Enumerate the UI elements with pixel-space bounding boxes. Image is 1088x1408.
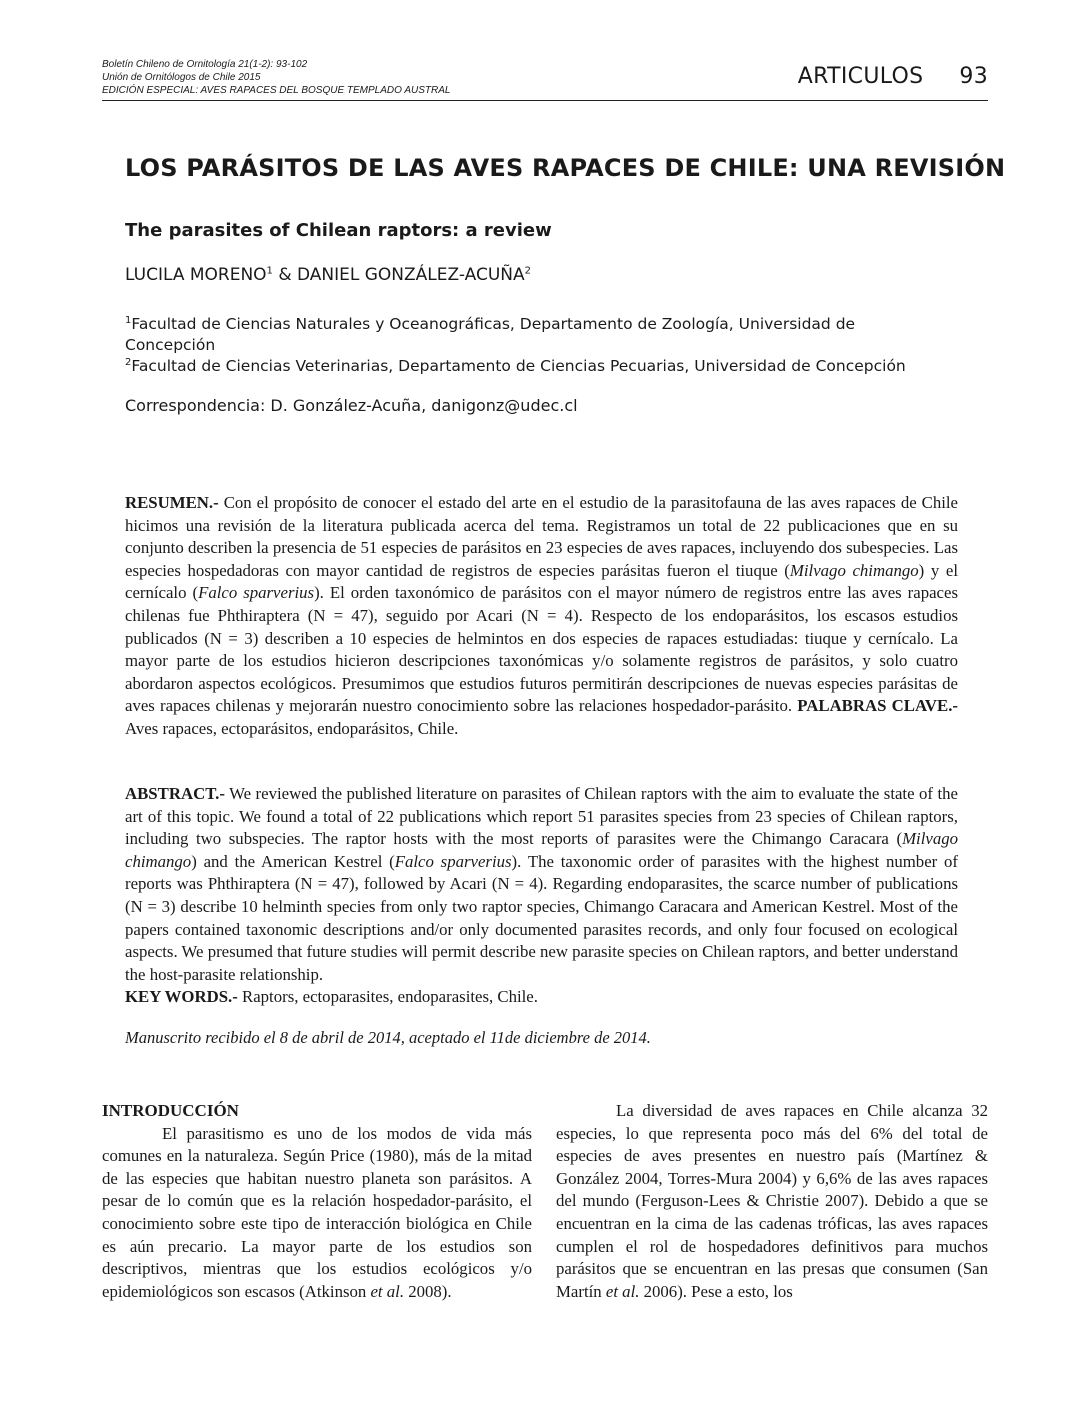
resumen-paragraph <box>125 492 958 741</box>
intro-paragraph-2 <box>556 1100 988 1303</box>
affiliation-1-text: Facultad de Ciencias Naturales y Oceanográficas, Departamento de Zoología, Universidad de Concepción <box>125 315 856 355</box>
intro-text-1: El parasitismo es uno de los modos de vida más comunes en la naturaleza. Según Price (1980), más de la mitad de las especies que habitan nuestro planeta son parásitos. A pesar de lo común que es la relación hospedador-parásito, el conocimiento sobre este tipo de interacción biológica en Chile es aún precario. La mayor parte de los estudios son descriptivos, mientras que los estudios ecológicos y/o epidemiológicos son escasos (Atkinson <box>102 1123 532 1301</box>
affiliation-2 <box>125 352 965 377</box>
authors <box>125 265 531 285</box>
abstract-text-1: We reviewed the published literature on parasites of Chilean raptors with the aim to evaluate the state of the art of this topic. We found a total of 22 publications which report 51 parasites species from 23 species of Chilean raptors, including two subspecies. The raptor hosts with the most reports of parasites were the Chimango Caracara ( <box>125 784 958 849</box>
intro-text-1-end: 2008). <box>404 1281 452 1301</box>
intro-etal-1: et al. <box>370 1281 405 1301</box>
running-head <box>798 64 988 89</box>
affiliation-1 <box>125 310 885 356</box>
intro-heading: INTRODUCCIÓN <box>102 1101 239 1120</box>
journal-special-edition: EDICIÓN ESPECIAL: AVES RAPACES DEL BOSQUE TEMPLADO AUSTRAL <box>102 85 451 96</box>
resumen-species-2: Falco sparverius <box>198 583 315 603</box>
correspondence: Correspondencia: D. González-Acuña, danigonz@udec.cl <box>125 396 578 415</box>
intro-etal-2: et al. <box>605 1281 640 1301</box>
abstract-species-1: Milvago chimango <box>125 829 958 871</box>
intro-column-left <box>102 1100 532 1303</box>
palabras-clave-label: PALABRAS CLAVE.- <box>797 696 958 716</box>
resumen-text-3: ). El orden taxonómico de parásitos con el mayor número de registros entre las aves rapaces chilenas fue Phthiraptera (N = 47), seguido por Acari (N = 4). Respecto de los endoparásitos, los escasos estudios publicados (N = 3) describen a 10 especies de helmintos en dos especies de rapaces estudiadas: tiuque y cernícalo. La mayor parte de los estudios hicieron descripciones taxonómicas y/o solamente registros de parásitos, y solo cuatro abordaron aspectos ecológicos. Presumimos que estudios futuros permitirán descripciones de nuevas especies parásitas de aves rapaces chilenas y mejorarán nuestro conocimiento sobre las relaciones hospedador-parásito. <box>125 583 958 716</box>
affiliation-1-mark: 1 <box>125 315 132 326</box>
header-rule <box>102 100 988 101</box>
abstract-text-3: ). The taxonomic order of parasites with the highest number of reports was Phthiraptera (N = 47), followed by Acari (N = 4). Regarding endoparasites, the scarce number of publications (N = 3) describe 10 helminth species from only two raptor species, Chimango Caracara and American Kestrel. Most of the papers contained taxonomic descriptions and/or only documented parasites records, and only four focused on ecological aspects. We presumed that future studies will permit describe new parasite species on Chilean raptors, and better understand the host-parasite relationship. <box>125 851 959 984</box>
resumen-species-1: Milvago chimango <box>789 560 919 580</box>
palabras-clave: Aves rapaces, ectoparásitos, endoparásitos, Chile. <box>125 718 459 738</box>
article-subtitle: The parasites of Chilean raptors: a review <box>125 220 552 241</box>
resumen-text-1: Con el propósito de conocer el estado del arte en el estudio de la parasitofauna de las aves rapaces de Chile hicimos una revisión de la literatura publicada acerca del tema. Registramos un total de 22 publicaciones que en su conjunto describen la presencia de 51 especies de parásitos en 23 especies de aves rapaces, incluyendo dos subespecies. Las especies hospedadoras con mayor cantidad de registros de especies parásitas fueron el tiuque ( <box>125 493 958 580</box>
affiliation-2-mark: 2 <box>125 357 132 368</box>
journal-citation: Boletín Chileno de Ornitología 21(1-2): 93-102 <box>102 59 308 70</box>
intro-paragraph-1 <box>102 1123 532 1304</box>
intro-text-2: La diversidad de aves rapaces en Chile alcanza 32 especies, lo que representa poco más del 6% del total de especies de aves presentes en nuestro país (Martínez & González 2004, Torres-Mura 2004) y 6,6% de las aves rapaces del mundo (Ferguson-Lees & Christie 2007). Debido a que se encuentran en la cima de las cadenas tróficas, las aves rapaces cumplen el rol de hospedadores definitivos para muchos parásitos que se encuentran en las presas que consumen (San Martín <box>556 1101 988 1301</box>
page-number: 93 <box>959 64 988 89</box>
manuscript-dates: Manuscrito recibido el 8 de abril de 2014, aceptado el 11de diciembre de 2014. <box>125 1028 651 1047</box>
section-label: ARTICULOS <box>797 64 924 89</box>
journal-info <box>102 58 450 97</box>
abstract-paragraph <box>125 783 958 1009</box>
abstract-text-2: ) and the American Kestrel ( <box>191 851 395 871</box>
keywords-label: KEY WORDS.- <box>125 987 238 1007</box>
author-1: LUCILA MORENO <box>125 265 267 285</box>
journal-publisher: Unión de Ornitólogos de Chile 2015 <box>102 72 261 83</box>
author-1-affil-mark: 1 <box>266 265 273 277</box>
article-title: LOS PARÁSITOS DE LAS AVES RAPACES DE CHILE: UNA REVISIÓN <box>125 154 1006 182</box>
author-2: & DANIEL GONZÁLEZ-ACUÑA <box>272 265 525 285</box>
author-2-affil-mark: 2 <box>524 265 531 277</box>
resumen-label: RESUMEN.- <box>125 493 219 512</box>
abstract-label: ABSTRACT.- <box>125 784 225 803</box>
resumen-text-2: ) y el cernícalo ( <box>125 560 959 603</box>
intro-text-2-end: 2006). Pese a esto, los <box>639 1281 793 1301</box>
intro-column-right <box>556 1100 988 1303</box>
keywords: Raptors, ectoparasites, endoparasites, Chile. <box>237 987 538 1007</box>
affiliation-2-text: Facultad de Ciencias Veterinarias, Departamento de Ciencias Pecuarias, Universidad de Concepción <box>131 357 906 376</box>
abstract-species-2: Falco sparverius <box>394 851 512 871</box>
